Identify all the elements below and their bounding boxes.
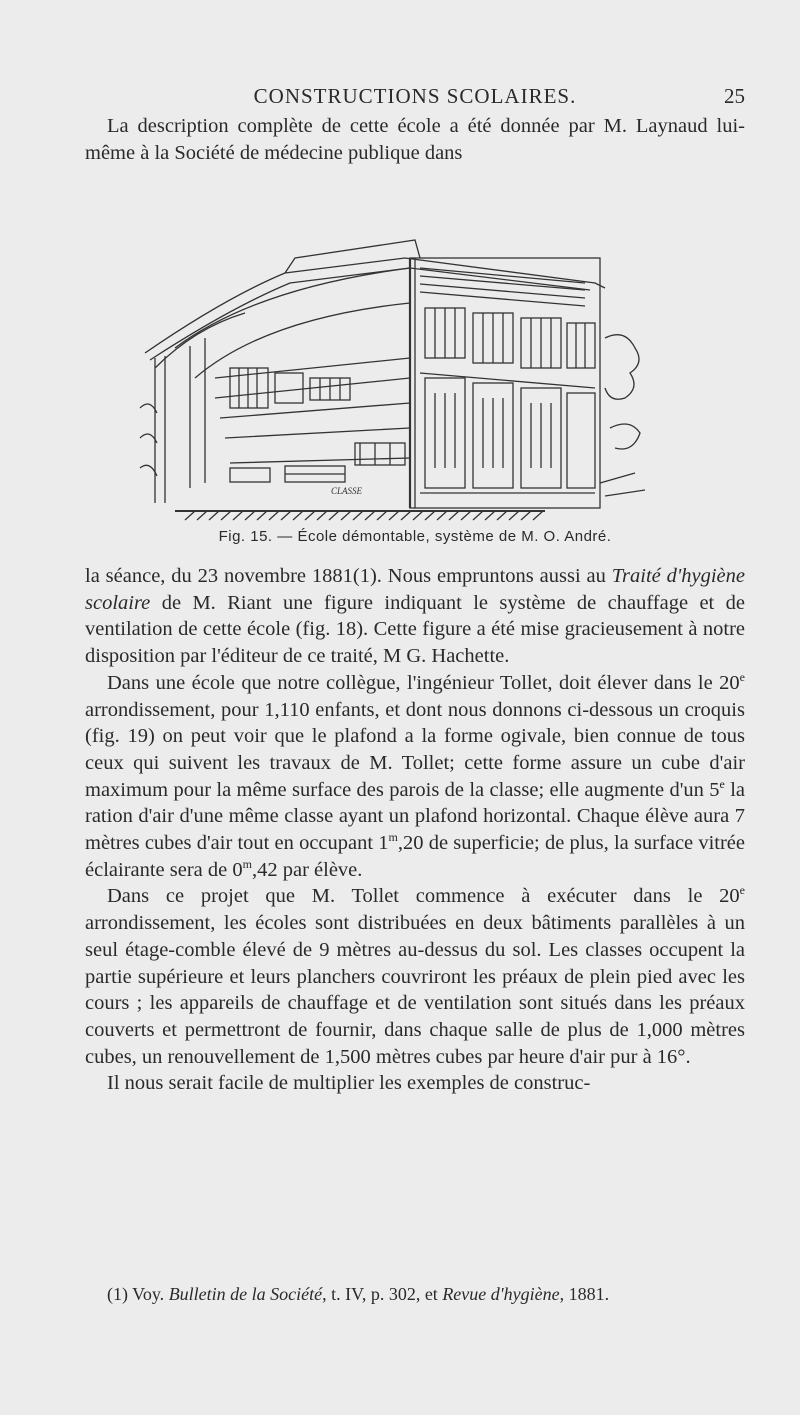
footnote-middle: , t. IV, p. 302, et — [322, 1284, 443, 1304]
footnote-revue-title: Revue d'hygiène — [442, 1284, 560, 1304]
p2-superscript-1: e — [739, 669, 745, 684]
p2-text-d: ,20 de superficie; de plus, la surface vitrée éclairante sera de 0 — [85, 832, 745, 881]
paragraph-2 — [85, 670, 745, 884]
paragraph-1 — [85, 563, 745, 670]
running-head — [85, 84, 745, 114]
footnote-end: , 1881. — [559, 1284, 610, 1304]
p1-text-start: la séance, du 23 novembre 1881(1). Nous empruntons aussi au — [85, 565, 612, 587]
p3-text-a: Dans ce projet que M. Tollet commence à exécuter dans le 20 — [107, 885, 740, 908]
footnote-text — [85, 1283, 745, 1305]
intro-paragraph: La description complète de cette école a été donnée par M. Laynaud lui-même à la Société de médecine publique dans — [85, 115, 745, 164]
p2-superscript-3: m — [388, 830, 398, 845]
footnote — [85, 1283, 745, 1305]
p2-text-a: Dans une école que notre collègue, l'ingénieur Tollet, doit élever dans le 20 — [107, 671, 740, 694]
book-title-italic: Traité d'hygiène scolaire — [85, 565, 745, 614]
page-number: 25 — [724, 84, 745, 108]
p3-superscript: e — [739, 883, 745, 898]
paragraph-3 — [85, 883, 745, 1070]
footnote-bulletin-title: Bulletin de la Société — [168, 1284, 323, 1304]
p3-text-b: arrondissement, les écoles sont distribuées en deux bâtiments parallèles à un seul étage-comble élevé de 9 mètres au-dessus du sol. Les classes occupent la partie supérieure et leurs planchers couvriront les préaux de plein pied avec les cours ; les appareils de chauffage et de ventilation sont situés dans les préaux couverts et permettront de fournir, dans chaque salle de plus de 1,000 mètres cubes, un renouvellement de 1,500 mètres cubes par heure d'air pur à 16°. — [85, 912, 745, 1068]
p1-text-end: de M. Riant une figure indiquant le système de chauffage et de ventilation de cette école (fig. 18). Cette figure a été mise gracieusement à notre disposition par l'éditeur de ce traité, M G. Hachette. — [85, 591, 745, 668]
p2-superscript-2: e — [719, 776, 725, 791]
school-building-illustration — [135, 228, 655, 528]
figure-caption: Fig. 15. — École démontable, système de M. O. André. — [218, 528, 612, 545]
p2-text-c: la ration d'air d'une même classe ayant un plafond horizontal. Chaque élève aura 7 mètres cubes d'air tout en occupant 1 — [85, 778, 746, 855]
paragraph-4: Il nous serait facile de multiplier les exemples de construc- — [107, 1072, 591, 1095]
p2-text-b: arrondissement, pour 1,110 enfants, et dont nous donnons ci-dessous un croquis (fig. 19) on peut voir que le plafond a la forme ogivale, bien connue de tous ceux qui suivent les travaux de M. Tollet; cette forme assure un cube d'air maximum pour la même surface des parois de la classe; elle augmente d'un 5 — [85, 698, 745, 801]
main-text — [85, 563, 745, 1097]
footnote-start: (1) Voy. — [107, 1284, 169, 1304]
illustration-inscription: CLASSE — [331, 486, 363, 496]
running-title: CONSTRUCTIONS SCOLAIRES. — [253, 84, 577, 108]
p2-text-e: ,42 par élève. — [251, 858, 363, 881]
intro-paragraph-block — [85, 113, 745, 166]
p2-superscript-4: m — [242, 856, 252, 871]
